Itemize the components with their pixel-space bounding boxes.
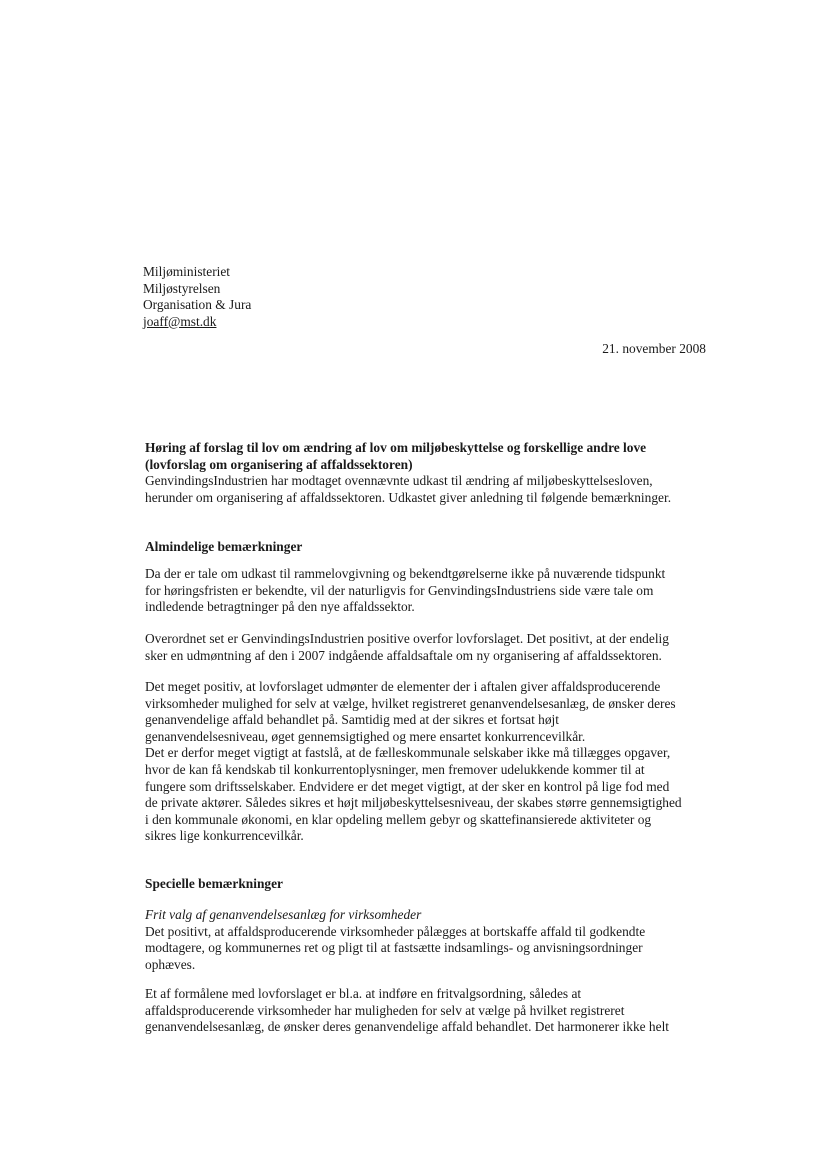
section-heading: Specielle bemærkninger <box>145 876 283 891</box>
text-line: sker en udmøntning af den i 2007 indgående affaldsaftale om ny organisering af affaldssektoren. <box>145 647 662 663</box>
text-line: hvor de kan få kendskab til konkurrentoplysninger, men fremover udelukkende kommer til at <box>145 761 645 777</box>
text-line: Det er derfor meget vigtigt at fastslå, at de fælleskommunale selskaber ikke må tillægges opgaver, <box>145 745 671 761</box>
recipient-agency: Miljøstyrelsen <box>143 280 221 296</box>
general-paragraph-1 <box>145 566 705 616</box>
subject-line: Høring af forslag til lov om ændring af lov om miljøbeskyttelse og forskellige andre love <box>145 440 647 455</box>
text-line: virksomheder mulighed for selv at vælge, hvilket registreret genanvendelsesanlæg, de ønsker deres <box>145 695 676 711</box>
general-paragraph-3 <box>145 679 705 845</box>
text-line: Det meget positiv, at lovforslaget udmønter de elementer der i aftalen giver affaldsproducerende <box>145 679 661 694</box>
text-line: Et af formålene med lovforslaget er bl.a. at indføre en fritvalgsordning, således at <box>145 986 582 1001</box>
text-line: Det positivt, at affaldsproducerende virksomheder pålægges at bortskaffe affald til godkendte <box>145 923 646 939</box>
text-line: de private aktører. Således sikres et højt miljøbeskyttelsesniveau, der skabes større gennemsigtighed <box>145 795 682 811</box>
text-line: genanvendelsesanlæg, de ønsker deres genanvendelige affald behandlet. Det harmonerer ikke helt <box>145 1019 670 1035</box>
text-line: Overordnet set er GenvindingsIndustrien positive overfor lovforslaget. Det positivt, at der endelig <box>145 631 669 646</box>
special-paragraph-1 <box>145 907 705 973</box>
text-line: Da der er tale om udkast til rammelovgivning og bekendtgørelserne ikke på nuværende tidspunkt <box>145 566 666 581</box>
intro-line: herunder om organisering af affaldssektoren. Udkastet giver anledning til følgende bemærkninger. <box>145 489 672 505</box>
text-line: affaldsproducerende virksomheder har muligheden for selv at vælge på hvilket registreret <box>145 1002 625 1018</box>
letter-date: 21. november 2008 <box>602 341 706 356</box>
text-line: for høringsfristen er bekendte, vil der naturligvis for GenvindingsIndustriens side være tale om <box>145 582 654 598</box>
general-heading <box>145 539 705 556</box>
text-line: ophæves. <box>145 956 196 972</box>
text-line: genanvendelsesniveau, øget gennemsigtighed og mere ensartet konkurrencevilkår. <box>145 728 586 744</box>
special-paragraph-2 <box>145 986 705 1036</box>
text-line: sikres lige konkurrencevilkår. <box>145 828 304 844</box>
section-heading: Almindelige bemærkninger <box>145 539 303 554</box>
special-heading <box>145 876 705 893</box>
recipient-ministry: Miljøministeriet <box>143 264 231 279</box>
text-line: genanvendelige affald behandlet på. Samtidig med at der sikres et fortsat højt <box>145 712 559 728</box>
text-line: fungere som driftsselskaber. Endvidere er det meget vigtigt, at der sker en kontrol på lige fod med <box>145 778 670 794</box>
intro-line: GenvindingsIndustrien har modtaget ovennævnte udkast til ændring af miljøbeskyttelsesloven, <box>145 473 653 489</box>
subject-block <box>145 440 705 506</box>
text-line: indledende betragtninger på den nye affaldssektor. <box>145 599 415 615</box>
subject-line: (lovforslag om organisering af affaldssektoren) <box>145 456 413 472</box>
text-line: i den kommunale økonomi, en klar opdeling mellem gebyr og skattefinansierede aktiviteter og <box>145 811 652 827</box>
text-line: modtagere, og kommunernes ret og pligt til at fastsætte indsamlings- og anvisningsordninger <box>145 940 643 956</box>
general-paragraph-2 <box>145 631 705 664</box>
recipient-email: joaff@mst.dk <box>143 313 217 329</box>
subsection-heading: Frit valg af genanvendelsesanlæg for virksomheder <box>145 907 422 922</box>
recipient-address <box>143 264 251 330</box>
recipient-department: Organisation & Jura <box>143 297 252 313</box>
